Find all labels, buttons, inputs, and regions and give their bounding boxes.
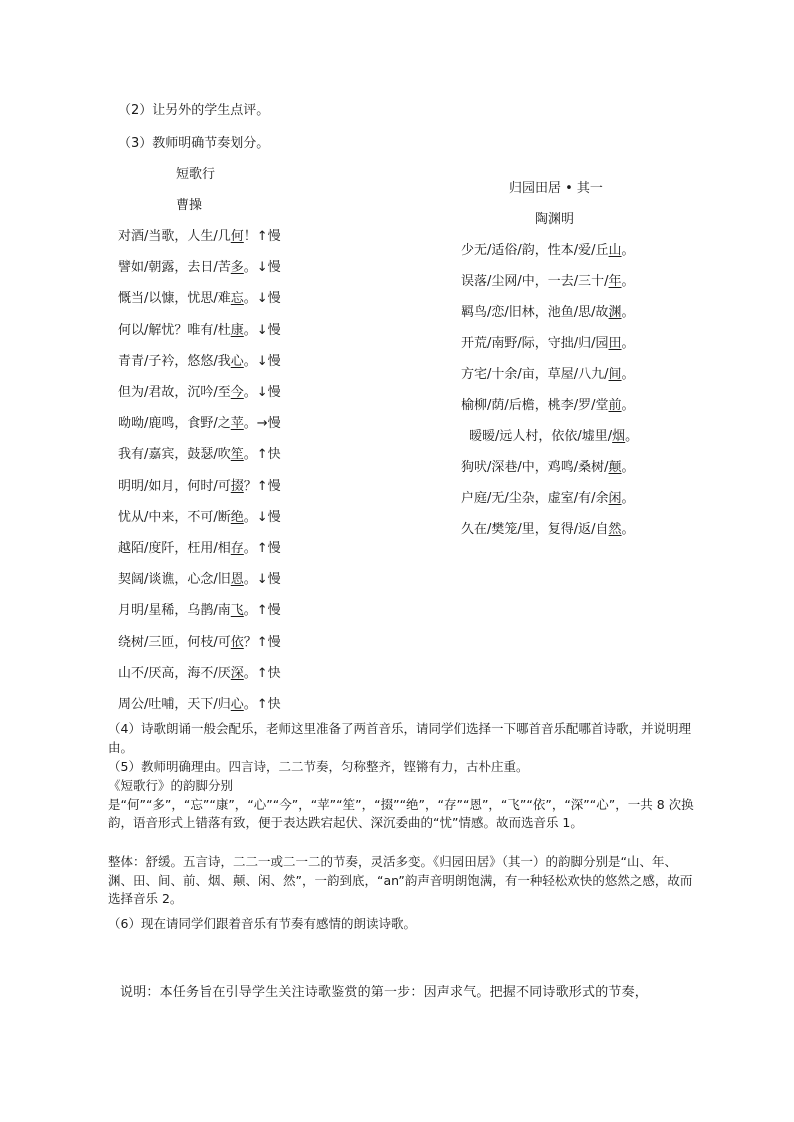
rhyme-character: 忘 — [230, 291, 244, 307]
verse-text: 绕树/三匝，何枝/可 — [118, 634, 231, 650]
verse-ending: 。 — [621, 491, 635, 506]
verse-ending: 。 — [621, 398, 635, 413]
verse-ending: 。 — [621, 305, 635, 320]
poem1-line — [118, 446, 281, 464]
verse-ending: 。↓慢 — [243, 291, 281, 307]
poem1-line — [118, 290, 281, 308]
poem2-line — [461, 397, 635, 415]
verse-text: 误落/尘网/中，一去/三十/ — [461, 274, 609, 289]
step-4: （4）诗歌朗诵一般会配乐，老师这里准备了两首音乐，请同学们选择一下哪首音乐配哪首诗歌，并说明理由。 — [108, 721, 691, 755]
rhyme-character: 康 — [230, 322, 244, 338]
poem1-line — [118, 540, 281, 558]
verse-text: 月明/星稀，乌鹊/南 — [118, 603, 231, 619]
poem1-line — [118, 509, 281, 527]
poem2-line — [461, 366, 635, 384]
analysis-duangexing: 《短歌行》的韵脚分别是“何”“多”，“忘”“康”，“心”“今”，“苹”“笙”，“掇”“绝”，“存”“恩”，“飞”“依”，“深”“心”，一共 8 次换韵，语音形式上错落有致，便于表达跌宕起伏、深沉委曲的“忧”情感。故而选音乐 1。 — [108, 778, 694, 830]
step-3: （3）教师明确节奏划分。 — [118, 136, 270, 151]
poem1-line — [118, 634, 281, 652]
poem1-line — [118, 259, 281, 277]
verse-ending: 。↑快 — [243, 447, 281, 463]
poem1-line — [118, 571, 281, 589]
poem1-line — [118, 384, 281, 402]
poem1-line — [118, 696, 281, 714]
poem2-line — [461, 304, 635, 322]
rhyme-character: 间 — [608, 367, 622, 382]
poem2-line — [461, 521, 635, 539]
poem1-title: 短歌行 — [176, 167, 216, 182]
rhyme-character: 前 — [608, 398, 622, 413]
verse-ending: 。↑慢 — [243, 541, 281, 556]
poem2-line — [461, 490, 635, 508]
poem2-line — [469, 428, 638, 446]
poem2-author: 陶渊明 — [535, 212, 575, 227]
verse-ending: ？↑慢 — [243, 478, 281, 494]
verse-text: 对酒/当歌，人生/几 — [118, 229, 231, 244]
rhyme-character: 苹 — [230, 416, 244, 432]
verse-ending: 。↓慢 — [243, 322, 281, 338]
verse-text: 慨当/以慷，忧思/难 — [118, 291, 231, 307]
poem1-line — [118, 415, 281, 433]
analysis-guiyuantianju: 整体：舒缓。五言诗，二二一或二一二的节奏，灵活多变。《归园田居》（其一）的韵脚分别是“山、年、渊、田、间、前、烟、颠、闲、然”，一韵到底，“an”韵声音明朗饱满，有一种轻松欢快的悠然之感，故而选择音乐 2。 — [108, 854, 693, 906]
verse-text: 呦呦/鹿鸣，食野/之 — [118, 416, 231, 432]
verse-text: 山不/厌高，海不/厌 — [118, 665, 231, 681]
verse-text: 方宅/十余/亩，草屋/八九/ — [461, 367, 609, 382]
verse-ending: 。↓慢 — [243, 509, 281, 525]
poem1-line — [118, 353, 281, 371]
verse-ending: 。↓慢 — [243, 260, 281, 276]
verse-ending: 。↓慢 — [243, 353, 281, 369]
poem2-title: 归园田居 • 其一 — [509, 181, 603, 196]
verse-text: 户庭/无/尘杂，虚室/有/余 — [461, 491, 609, 506]
rhyme-character: 存 — [230, 541, 244, 556]
verse-text: 我有/嘉宾，鼓瑟/吹 — [118, 447, 231, 463]
rhyme-character: 何 — [230, 229, 244, 244]
verse-text: 契阔/谈谯，心念/旧 — [118, 572, 231, 588]
verse-ending: 。↑慢 — [243, 603, 281, 619]
poem2-line — [461, 273, 635, 291]
rhyme-character: 山 — [608, 243, 622, 258]
rhyme-character: 飞 — [230, 603, 244, 619]
poem2-line — [461, 335, 635, 353]
verse-ending: 。↓慢 — [243, 385, 281, 400]
step-5: （5）教师明确理由。四言诗，二二节奏，匀称整齐，铿锵有力，古朴庄重。 — [108, 759, 529, 774]
verse-ending: 。 — [621, 336, 635, 351]
verse-ending: ？↑慢 — [243, 634, 281, 650]
poem1-line — [118, 665, 281, 683]
verse-ending: 。 — [621, 522, 635, 537]
verse-text: 譬如/朝露，去日/苦 — [118, 260, 231, 276]
task-note: 说明：本任务旨在引导学生关注诗歌鉴赏的第一步：因声求气。把握不同诗歌形式的节奏， — [120, 985, 649, 1000]
verse-ending: 。↑快 — [243, 665, 281, 681]
verse-text: 何以/解忧？唯有/杜 — [118, 322, 231, 338]
verse-text: 明明/如月，何时/可 — [118, 478, 231, 494]
poem2-line — [461, 242, 635, 260]
poem1-line — [118, 602, 281, 620]
rhyme-character: 颠 — [608, 460, 622, 475]
rhyme-character: 烟 — [612, 429, 626, 444]
verse-ending: 。↑快 — [243, 697, 281, 712]
verse-ending: 。→慢 — [243, 416, 281, 432]
verse-text: 忧从/中来，不可/断 — [118, 509, 231, 525]
rhyme-character: 然 — [608, 522, 622, 537]
verse-text: 青青/子衿，悠悠/我 — [118, 353, 231, 369]
rhyme-character: 笙 — [230, 447, 244, 463]
step-6: （6）现在请同学们跟着音乐有节奏有感情的朗读诗歌。 — [108, 916, 416, 931]
rhyme-character: 掇 — [230, 478, 244, 494]
rhyme-character: 田 — [608, 336, 622, 351]
rhyme-character: 闲 — [608, 491, 622, 506]
verse-text: 羁鸟/恋/旧林，池鱼/思/故 — [461, 305, 609, 320]
poem1-line — [118, 478, 281, 496]
verse-ending: 。 — [621, 274, 635, 289]
poem1-line — [118, 322, 281, 340]
verse-ending: 。 — [625, 429, 639, 444]
verse-ending: 。 — [621, 367, 635, 382]
verse-text: 久在/樊笼/里，复得/返/自 — [461, 522, 609, 537]
rhyme-character: 深 — [230, 665, 244, 681]
rhyme-character: 恩 — [230, 572, 244, 588]
verse-text: 暧暧/远人村，依依/墟里/ — [469, 429, 613, 444]
verse-ending: 。↓慢 — [243, 572, 281, 588]
verse-text: 越陌/度阡，枉用/相 — [118, 541, 231, 556]
verse-text: 但为/君故，沉吟/至 — [118, 385, 231, 400]
verse-ending: ！↑慢 — [243, 229, 281, 244]
rhyme-character: 今 — [230, 385, 244, 400]
poem2-line — [461, 459, 635, 477]
verse-text: 周公/吐哺，天下/归 — [118, 697, 231, 712]
rhyme-character: 心 — [230, 353, 244, 369]
verse-ending: 。 — [621, 460, 635, 475]
verse-text: 狗吠/深巷/中，鸡鸣/桑树/ — [461, 460, 609, 475]
verse-text: 少无/适俗/韵，性本/爱/丘 — [461, 243, 609, 258]
poem1-line — [118, 228, 281, 246]
rhyme-character: 依 — [230, 634, 244, 650]
verse-ending: 。 — [621, 243, 635, 258]
poem1-author: 曹操 — [176, 198, 203, 213]
step-2: （2）让另外的学生点评。 — [118, 103, 270, 118]
verse-text: 榆柳/荫/后檐，桃李/罗/堂 — [461, 398, 609, 413]
rhyme-character: 绝 — [230, 509, 244, 525]
rhyme-character: 年 — [608, 274, 622, 289]
rhyme-character: 多 — [230, 260, 244, 276]
verse-text: 开荒/南野/际，守拙/归/园 — [461, 336, 609, 351]
rhyme-character: 渊 — [608, 305, 622, 320]
rhyme-character: 心 — [230, 697, 244, 712]
